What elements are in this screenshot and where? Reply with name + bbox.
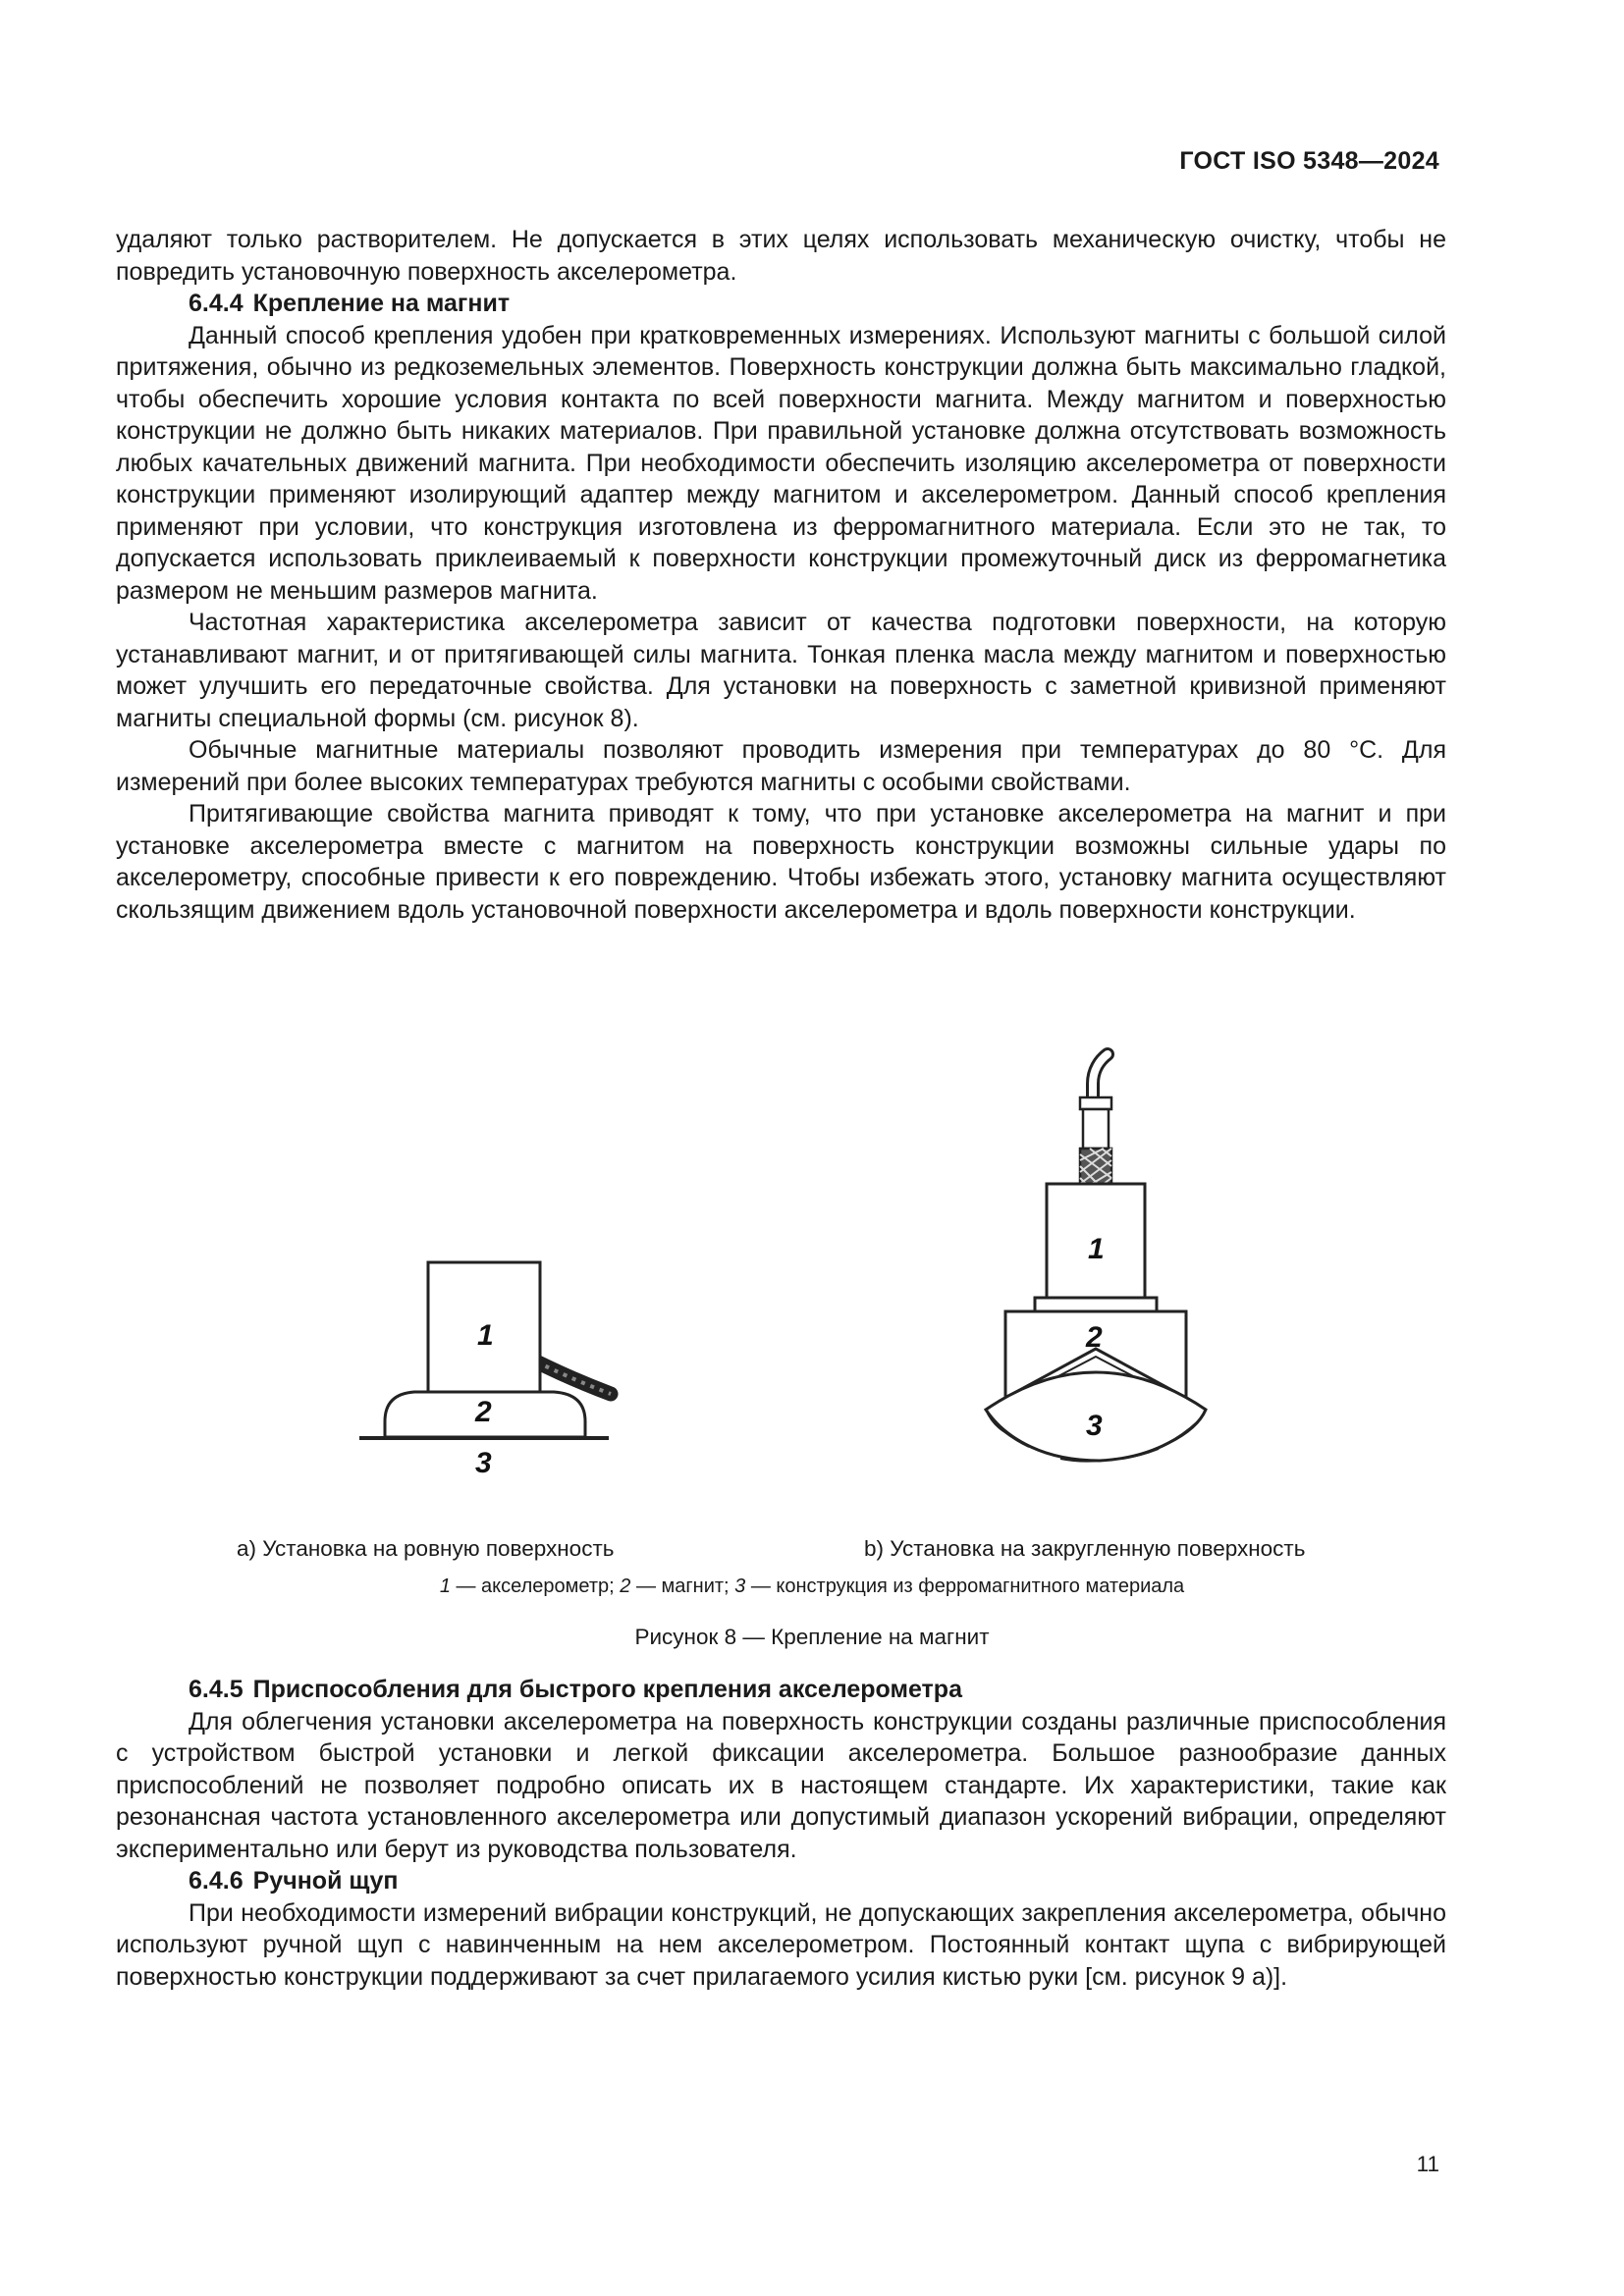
- legend-num: 2: [620, 1575, 631, 1597]
- paragraph: Для облегчения установки акселерометра на поверхность конструкции созданы различные приспособления с устройством быстрой установки и легкой фиксации акселерометра. Большое разнообразие данных приспособлений не позволяет подробно описать их в настоящем стандарте. Их характеристики, такие как резонансная частота установленного акселерометра или допустимый диапазон ускорений вибрации, определяют экспериментально или берут из руководства пользователя.: [116, 1707, 1446, 1863]
- figure-label-a: а) Установка на ровную поверхность: [237, 1536, 615, 1561]
- paragraph: Частотная характеристика акселерометра зависит от качества подготовки поверхности, на которую устанавливают магнит, и от притягивающей силы магнита. Тонкая пленка масла между магнитом и поверхностью может улучшить его передаточные свойства. Для установки на поверхность с заметной кривизной применяют магниты специальной формы (см. рисунок 8).: [116, 609, 1446, 732]
- section-title: Приспособления для быстрого крепления акселерометра: [252, 1676, 962, 1703]
- adapter-plate: [1035, 1298, 1157, 1311]
- section-heading-6-4-4: [116, 288, 1446, 320]
- part-number-1: 1: [1088, 1233, 1105, 1265]
- part-number-3: 3: [1086, 1410, 1103, 1442]
- section-heading-6-4-5: [116, 1674, 1446, 1706]
- text-block-upper: [116, 224, 1446, 926]
- part-number-1: 1: [477, 1319, 494, 1352]
- document-code: ГОСТ ISO 5348—2024: [1179, 147, 1439, 175]
- part-number-3: 3: [475, 1447, 492, 1479]
- figure-8a-flat-mount: [353, 1247, 628, 1492]
- section-number: 6.4.6: [189, 1867, 244, 1895]
- legend-text: — акселерометр;: [450, 1575, 621, 1597]
- legend-num: 3: [734, 1575, 746, 1597]
- paragraph: Данный способ крепления удобен при кратковременных измерениях. Используют магниты с большой силой притяжения, обычно из редкоземельных элементов. Поверхность конструкции должна быть максимально гладкой, чтобы обеспечить хорошие условия контакта по всей поверхности магнита. Между магнитом и поверхностью конструкции не должно быть никаких материалов. При правильной установке должна отсутствовать возможность любых качательных движений магнита. При необходимости обеспечить изоляцию акселерометра от поверхности конструкции применяют изолирующий адаптер между магнитом и акселерометром. Данный способ крепления применяют при условии, что конструкция изготовлена из ферромагнитного материала. Если это не так, то допускается использовать приклеиваемый к поверхности конструкции промежуточный диск из ферромагнетика размером не меньшим размеров магнита.: [116, 321, 1446, 605]
- part-number-2: 2: [1086, 1321, 1103, 1354]
- text-block-lower: [116, 1674, 1446, 1993]
- figure-legend: [0, 1575, 1624, 1598]
- paragraph: Обычные магнитные материалы позволяют проводить измерения при температурах до 80 °С. Для измерений при более высоких температурах требуются магниты с особыми свойствами.: [116, 736, 1446, 796]
- part-number-2: 2: [475, 1396, 492, 1428]
- legend-num: 1: [439, 1575, 451, 1597]
- continued-paragraph: удаляют только растворителем. Не допускается в этих целях использовать механическую очистку, чтобы не повредить установочную поверхность акселерометра.: [116, 226, 1446, 286]
- paragraph: При необходимости измерений вибрации конструкций, не допускающих закрепления акселерометра, обычно используют ручной щуп с навинченным на нем акселерометром. Постоянный контакт щупа с вибрирующей поверхностью конструкции поддерживают за счет прилагаемого усилия кистью руки [см. рисунок 9 а)].: [116, 1898, 1446, 1991]
- section-title: Ручной щуп: [252, 1867, 399, 1895]
- section-number: 6.4.4: [189, 290, 244, 317]
- figure-8b-curved-mount: [972, 1041, 1227, 1492]
- paragraph: Притягивающие свойства магнита приводят к тому, что при установке акселерометра на магнит и при установке акселерометра вместе с магнитом на поверхность конструкции возможны сильные удары по акселерометру, способные привести к его повреждению. Чтобы избежать этого, установку магнита осуществляют скользящим движением вдоль установочной поверхности акселерометра и вдоль поверхности конструкции.: [116, 800, 1446, 924]
- section-heading-6-4-6: [116, 1865, 1446, 1897]
- legend-text: — конструкция из ферромагнитного материала: [745, 1575, 1185, 1597]
- legend-text: — магнит;: [630, 1575, 735, 1597]
- figure-caption: Рисунок 8 — Крепление на магнит: [634, 1625, 990, 1649]
- section-title: Крепление на магнит: [252, 290, 511, 317]
- figure-label-b: b) Установка на закругленную поверхность: [864, 1536, 1306, 1561]
- page-number: 11: [1416, 2152, 1439, 2176]
- section-number: 6.4.5: [189, 1676, 244, 1703]
- connector-nut: [1080, 1097, 1111, 1109]
